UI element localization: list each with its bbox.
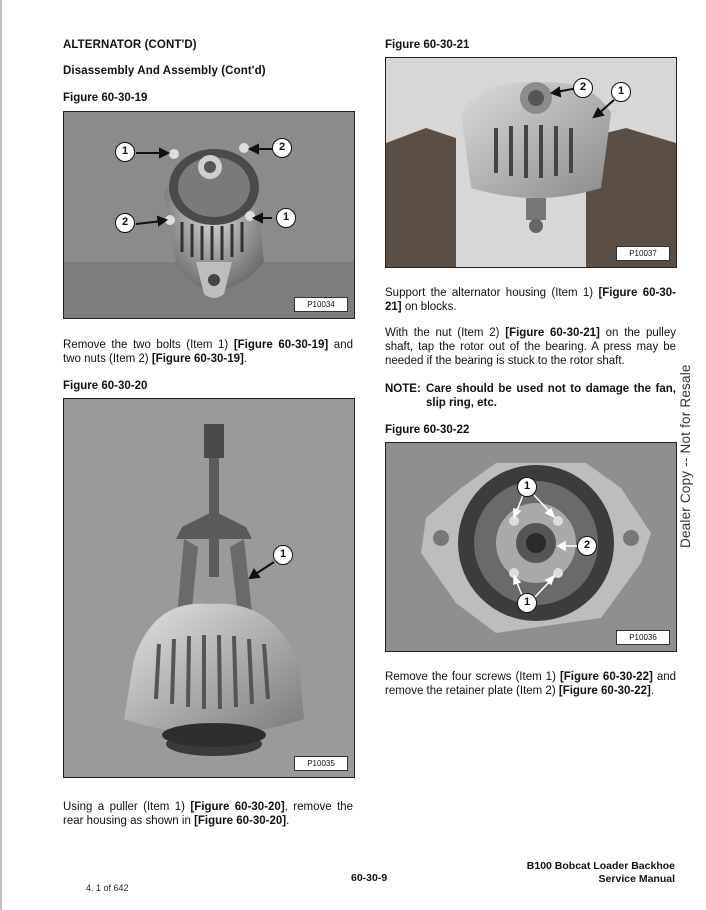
paragraph-tap-rotor: With the nut (Item 2) [Figure 60-30-21] on the pulley shaft, tap the rotor out of the bearing. A press may be needed if the bearing is stuck to the rotor shaft.: [385, 327, 676, 367]
paragraph-remove-bolts: Remove the two bolts (Item 1) [Figure 60-30-19] and two nuts (Item 2) [Figure 60-30-19].: [63, 339, 353, 365]
page-number: 60-30-9: [351, 872, 388, 884]
puller-illustration: [64, 399, 354, 777]
page-count: 4. 1 of 642: [86, 883, 129, 893]
figure-22-callout: 2: [577, 536, 597, 556]
figure-22-callout: 1: [517, 477, 537, 497]
figure-20-title: Figure 60-30-20: [63, 380, 148, 392]
figure-20-code: P10035: [294, 756, 348, 771]
figure-21-code: P10037: [616, 246, 670, 261]
figure-20-photo: [63, 398, 355, 778]
figure-19-callout: 1: [276, 208, 296, 228]
figure-21-callout: 1: [611, 82, 631, 102]
figure-19-callout: 2: [272, 138, 292, 158]
figure-19-callout: 1: [115, 142, 135, 162]
housing-on-blocks-illustration: [386, 58, 676, 267]
figure-22-callout: 1: [517, 593, 537, 613]
paragraph-support-housing: Support the alternator housing (Item 1) [Figure 60-30-21] on blocks.: [385, 287, 676, 313]
book-title: B100 Bobcat Loader Backhoe: [526, 860, 675, 872]
figure-19-code: P10034: [294, 297, 348, 312]
figure-21-photo: [385, 57, 677, 268]
alternator-rear-illustration: [64, 112, 354, 318]
subsection-title: Disassembly And Assembly (Cont'd): [63, 65, 266, 77]
book-subtitle: Service Manual: [598, 873, 675, 885]
figure-19-callout: 2: [115, 213, 135, 233]
dealer-copy-watermark: Dealer Copy -- Not for Resale: [678, 364, 693, 548]
figure-21-title: Figure 60-30-21: [385, 39, 470, 51]
paragraph-puller: Using a puller (Item 1) [Figure 60-30-20], remove the rear housing as shown in [Figure 60-30-20].: [63, 801, 354, 827]
figure-21-callout: 2: [573, 78, 593, 98]
retainer-plate-illustration: [386, 443, 676, 651]
note-block: [385, 382, 676, 412]
figure-22-photo: [385, 442, 677, 652]
figure-20-callout: 1: [273, 545, 293, 565]
paragraph-remove-screws: Remove the four screws (Item 1) [Figure 60-30-22] and remove the retainer plate (Item 2) [Figure 60-30-22].: [385, 671, 677, 697]
note-text: Care should be used not to damage the fan, slip ring, etc.: [426, 383, 676, 409]
figure-22-code: P10036: [616, 630, 670, 645]
section-title: ALTERNATOR (CONT'D): [63, 39, 197, 51]
note-label: NOTE:: [385, 383, 421, 395]
figure-22-title: Figure 60-30-22: [385, 424, 470, 436]
page-left-edge: [0, 0, 2, 910]
figure-19-photo: [63, 111, 355, 319]
figure-19-title: Figure 60-30-19: [63, 92, 148, 104]
